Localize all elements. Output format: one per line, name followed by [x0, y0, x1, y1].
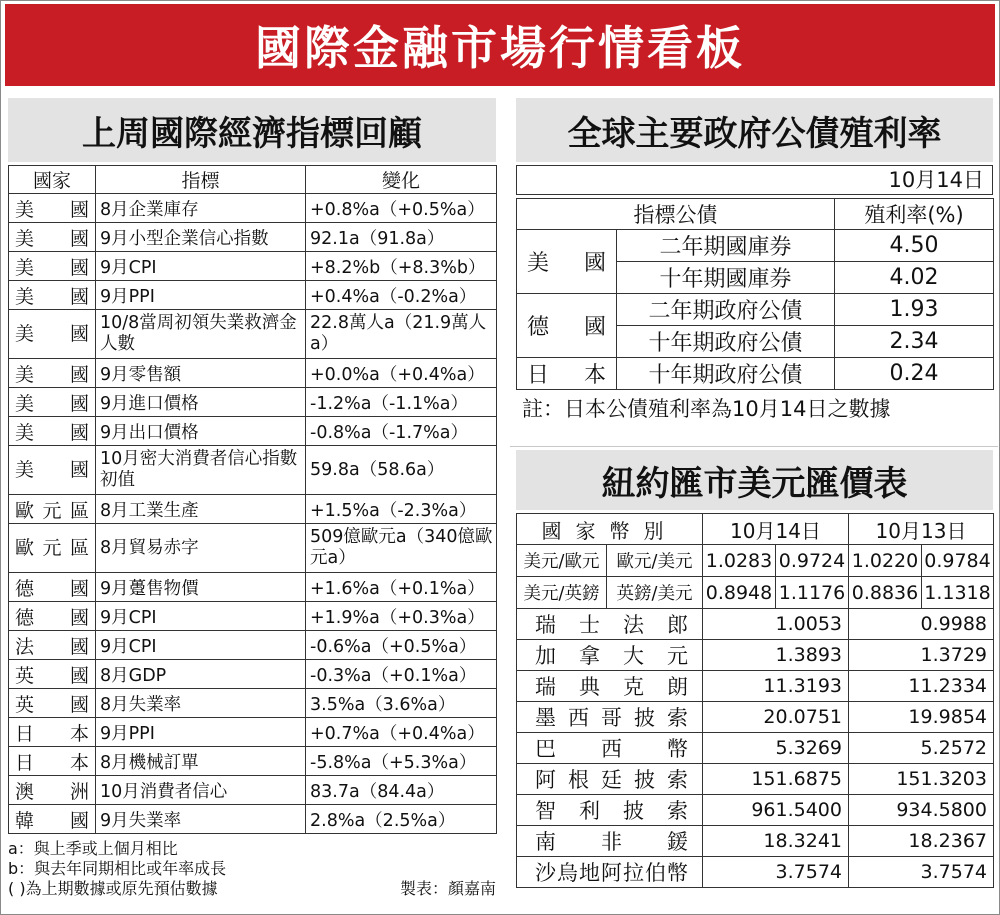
indicator-change: +0.4%a（-0.2%a） [306, 281, 497, 310]
col-date2: 10月13日 [849, 514, 994, 545]
currency-name: 墨西哥披索 [517, 702, 703, 733]
fx-rate-row [517, 702, 994, 733]
fx-rate-row [517, 857, 994, 888]
currency-name: 瑞典克朗 [517, 671, 703, 702]
indicator-change: +8.2%b（+8.3%b） [306, 252, 497, 281]
rate-date1: 1.3893 [703, 640, 849, 671]
indicator-country: 美國 [9, 194, 96, 223]
indicator-country: 日本 [9, 718, 96, 747]
fx-rate-row [517, 795, 994, 826]
pair-value: 1.1176 [776, 577, 849, 609]
indicator-country: 美國 [9, 446, 96, 495]
rate-date1: 3.7574 [703, 857, 849, 888]
currency-name: 智利披索 [517, 795, 703, 826]
pair-value: 1.1318 [922, 577, 994, 609]
indicator-change: -5.8%a（+5.3%a） [306, 747, 497, 776]
pair-value: 0.8948 [703, 577, 776, 609]
rate-date2: 18.2367 [849, 826, 994, 857]
indicator-row [9, 776, 497, 805]
indicator-name: 9月CPI [96, 252, 306, 281]
indicator-country: 美國 [9, 252, 96, 281]
rate-date2: 3.7574 [849, 857, 994, 888]
indicator-row [9, 718, 497, 747]
indicators-table [8, 165, 497, 834]
indicator-row [9, 524, 497, 573]
pair-label: 美元/歐元 [517, 545, 607, 577]
indicator-row [9, 495, 497, 524]
bond-table [516, 198, 994, 390]
section-divider [510, 446, 998, 447]
fx-title-text: 紐約匯市美元匯價表 [601, 463, 908, 504]
indicator-name: 9月小型企業信心指數 [96, 223, 306, 252]
pair-value: 0.8836 [849, 577, 922, 609]
indicator-row [9, 252, 497, 281]
indicator-change: -0.3%a（+0.1%a） [306, 660, 497, 689]
rate-date2: 0.9988 [849, 609, 994, 640]
indicator-name: 8月貿易赤字 [96, 524, 306, 573]
bond-yield: 1.93 [835, 294, 994, 326]
currency-name: 沙烏地阿拉伯幣 [517, 857, 703, 888]
indicator-change: 22.8萬人a（21.9萬人a） [306, 310, 497, 359]
indicator-name: 8月工業生產 [96, 495, 306, 524]
bond-name: 二年期國庫券 [617, 230, 835, 262]
indicator-name: 8月GDP [96, 660, 306, 689]
indicator-row [9, 388, 497, 417]
rate-date2: 151.3203 [849, 764, 994, 795]
indicator-change: 2.8%a（2.5%a） [306, 805, 497, 834]
indicator-name: 8月機械訂單 [96, 747, 306, 776]
indicator-change: 509億歐元a（340億歐元a） [306, 524, 497, 573]
indicator-row [9, 805, 497, 834]
pair-label: 英鎊/美元 [607, 577, 703, 609]
rate-date2: 5.2572 [849, 733, 994, 764]
indicator-name: 8月企業庫存 [96, 194, 306, 223]
bond-yield: 4.02 [835, 262, 994, 294]
indicator-name: 9月進口價格 [96, 388, 306, 417]
rate-date2: 19.9854 [849, 702, 994, 733]
rate-date2: 1.3729 [849, 640, 994, 671]
bond-yield: 4.50 [835, 230, 994, 262]
bond-name: 十年期政府公債 [617, 358, 835, 390]
currency-name: 阿根廷披索 [517, 764, 703, 795]
rate-date2: 934.5800 [849, 795, 994, 826]
indicator-country: 美國 [9, 310, 96, 359]
indicators-title-text: 上周國際經濟指標回顧 [82, 113, 422, 154]
bond-name: 二年期政府公債 [617, 294, 835, 326]
rate-date1: 961.5400 [703, 795, 849, 826]
indicator-country: 美國 [9, 359, 96, 388]
indicator-change: 3.5%a（3.6%a） [306, 689, 497, 718]
indicator-row [9, 417, 497, 446]
fx-rate-row [517, 671, 994, 702]
col-currency: 國家幣別 [517, 514, 703, 545]
rate-date1: 11.3193 [703, 671, 849, 702]
note-paren: ( )為上期數據或原先預估數據 [8, 879, 218, 898]
bond-panel-title [516, 98, 993, 162]
indicator-country: 德國 [9, 602, 96, 631]
currency-name: 巴西幣 [517, 733, 703, 764]
indicator-country: 美國 [9, 281, 96, 310]
indicator-name: 9月PPI [96, 718, 306, 747]
indicator-row [9, 310, 497, 359]
indicator-country: 英國 [9, 660, 96, 689]
bond-country: 美國 [517, 230, 617, 294]
pair-value: 0.9724 [776, 545, 849, 577]
fx-rate-row [517, 764, 994, 795]
indicators-header-row [9, 166, 497, 194]
col-yield: 殖利率(%) [835, 199, 994, 230]
indicator-country: 歐元區 [9, 524, 96, 573]
indicators-notes [8, 839, 496, 899]
page-title: 國際金融市場行情看板 [255, 21, 745, 75]
fx-rate-row [517, 640, 994, 671]
indicator-country: 德國 [9, 573, 96, 602]
bond-date: 10月14日 [516, 165, 993, 195]
fx-rate-row [517, 826, 994, 857]
pair-value: 1.0283 [703, 545, 776, 577]
rate-date1: 5.3269 [703, 733, 849, 764]
indicator-change: 59.8a（58.6a） [306, 446, 497, 495]
currency-name: 南非鍰 [517, 826, 703, 857]
bond-country: 德國 [517, 294, 617, 358]
rate-date1: 18.3241 [703, 826, 849, 857]
bond-row [517, 230, 994, 262]
col-country: 國家 [9, 166, 96, 194]
indicator-name: 9月PPI [96, 281, 306, 310]
indicator-row [9, 573, 497, 602]
fx-table [516, 513, 994, 888]
col-indicator: 指標 [96, 166, 306, 194]
fx-rate-row [517, 733, 994, 764]
currency-name: 瑞士法郎 [517, 609, 703, 640]
indicator-name: 9月失業率 [96, 805, 306, 834]
indicator-country: 英國 [9, 689, 96, 718]
indicator-row [9, 747, 497, 776]
pair-label: 美元/英鎊 [517, 577, 607, 609]
indicator-change: +1.9%a（+0.3%a） [306, 602, 497, 631]
rate-date1: 20.0751 [703, 702, 849, 733]
col-change: 變化 [306, 166, 497, 194]
indicator-country: 法國 [9, 631, 96, 660]
indicator-change: -0.6%a（+0.5%a） [306, 631, 497, 660]
indicator-change: +0.0%a（+0.4%a） [306, 359, 497, 388]
indicator-change: -0.8%a（-1.7%a） [306, 417, 497, 446]
fx-pair-row [517, 577, 994, 609]
bond-header-row [517, 199, 994, 230]
rate-date1: 1.0053 [703, 609, 849, 640]
bond-yield: 0.24 [835, 358, 994, 390]
page-title-banner [5, 4, 995, 86]
indicator-row [9, 660, 497, 689]
indicator-name: 9月CPI [96, 631, 306, 660]
indicator-name: 10月消費者信心 [96, 776, 306, 805]
indicator-change: +1.6%a（+0.1%a） [306, 573, 497, 602]
note-b: b：與去年同期相比或年率成長 [8, 859, 227, 878]
rate-date1: 151.6875 [703, 764, 849, 795]
col-date1: 10月14日 [703, 514, 849, 545]
indicator-country: 歐元區 [9, 495, 96, 524]
indicator-name: 9月出口價格 [96, 417, 306, 446]
indicator-country: 日本 [9, 747, 96, 776]
bond-row [517, 358, 994, 390]
indicator-row [9, 446, 497, 495]
bond-yield: 2.34 [835, 326, 994, 358]
indicator-row [9, 602, 497, 631]
indicator-row [9, 689, 497, 718]
table-maker: 製表：顏嘉南 [399, 879, 496, 898]
currency-name: 加拿大元 [517, 640, 703, 671]
indicator-country: 美國 [9, 417, 96, 446]
rate-date2: 11.2334 [849, 671, 994, 702]
indicator-name: 9月CPI [96, 602, 306, 631]
indicators-panel-title [8, 98, 496, 162]
indicator-name: 10/8當周初領失業救濟金人數 [96, 310, 306, 359]
indicator-country: 美國 [9, 223, 96, 252]
indicator-change: +1.5%a（-2.3%a） [306, 495, 497, 524]
fx-header-row [517, 514, 994, 545]
bond-row [517, 294, 994, 326]
fx-rate-row [517, 609, 994, 640]
bond-note: 註：日本公債殖利率為10月14日之數據 [522, 397, 891, 421]
indicator-row [9, 281, 497, 310]
indicator-change: -1.2%a（-1.1%a） [306, 388, 497, 417]
pair-label: 歐元/美元 [607, 545, 703, 577]
indicator-name: 8月失業率 [96, 689, 306, 718]
indicator-row [9, 223, 497, 252]
bond-name: 十年期政府公債 [617, 326, 835, 358]
indicator-name: 9月零售額 [96, 359, 306, 388]
fx-pair-row [517, 545, 994, 577]
fx-panel-title [516, 450, 993, 510]
bond-name: 十年期國庫券 [617, 262, 835, 294]
indicator-row [9, 194, 497, 223]
bond-country: 日本 [517, 358, 617, 390]
indicator-change: +0.7%a（+0.4%a） [306, 718, 497, 747]
indicator-name: 10月密大消費者信心指數初值 [96, 446, 306, 495]
indicator-country: 美國 [9, 388, 96, 417]
indicator-country: 澳洲 [9, 776, 96, 805]
indicator-row [9, 631, 497, 660]
col-bond: 指標公債 [517, 199, 835, 230]
indicator-name: 9月躉售物價 [96, 573, 306, 602]
pair-value: 1.0220 [849, 545, 922, 577]
indicator-country: 韓國 [9, 805, 96, 834]
indicator-change: +0.8%a（+0.5%a） [306, 194, 497, 223]
indicator-change: 83.7a（84.4a） [306, 776, 497, 805]
indicator-change: 92.1a（91.8a） [306, 223, 497, 252]
note-a: a：與上季或上個月相比 [8, 839, 178, 858]
pair-value: 0.9784 [922, 545, 994, 577]
indicator-row [9, 359, 497, 388]
bond-title-text: 全球主要政府公債殖利率 [567, 113, 942, 154]
